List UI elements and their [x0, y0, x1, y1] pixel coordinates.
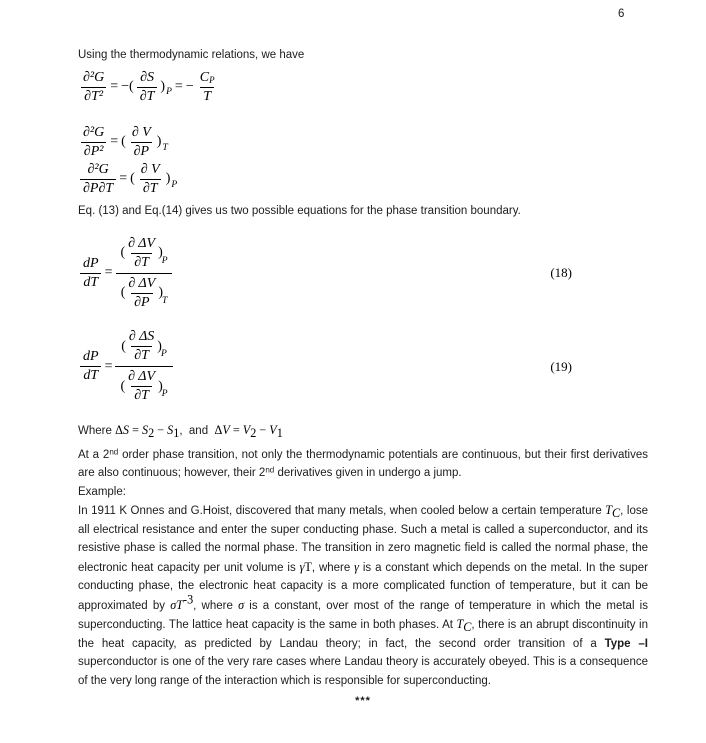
close-paren: ) — [165, 171, 171, 187]
fraction-numerator: ∂ ΔS — [128, 328, 155, 344]
fraction-denominator: ∂T — [131, 253, 152, 271]
fraction-numerator: ∂S — [140, 69, 155, 85]
equals-sign: = — [104, 265, 113, 281]
equation-body — [80, 70, 218, 105]
equation-18 — [80, 235, 648, 312]
transition-boundary-paragraph: Eq. (13) and Eq.(14) gives us two possible equations for the phase transition boundary. — [78, 205, 521, 218]
equation-mixed-derivative — [80, 162, 648, 197]
minus-open-paren: −( — [121, 79, 134, 95]
close-paren: ) — [157, 338, 162, 354]
fraction — [197, 70, 218, 105]
fraction-denominator: ∂T — [137, 87, 158, 105]
nested-fraction — [115, 235, 172, 312]
fraction-numerator: ∂²G — [87, 161, 109, 177]
subscript-P: P — [160, 349, 167, 360]
nested-fraction-numerator — [115, 235, 172, 273]
subscript-T: T — [162, 142, 168, 153]
fraction-denominator: ∂P∂T — [80, 179, 116, 197]
fraction-denominator: ∂P — [131, 293, 152, 311]
open-paren: ( — [120, 378, 126, 394]
equals-sign: = — [119, 171, 128, 187]
fraction-numerator: ∂ ΔV — [128, 369, 156, 385]
fraction-denominator: ∂T² — [81, 87, 106, 105]
fraction-numerator: ∂²G — [83, 69, 105, 85]
equation-number: (19) — [550, 358, 572, 374]
fraction-denominator: T — [200, 87, 214, 105]
open-paren: ( — [120, 285, 126, 301]
fraction-numerator: ∂²G — [83, 124, 105, 140]
nested-fraction-denominator — [116, 273, 173, 312]
equation-19 — [80, 328, 648, 405]
fraction — [129, 125, 154, 160]
open-paren: ( — [120, 245, 126, 261]
fraction-numerator: ∂ ΔV — [128, 235, 156, 251]
close-paren: ) — [158, 285, 163, 301]
equation-second-derivative-P — [80, 125, 648, 160]
open-paren: ( — [130, 171, 135, 187]
fraction-numerator: ∂ ΔV — [128, 275, 156, 291]
open-paren: ( — [121, 338, 126, 354]
equals-sign: = — [110, 134, 119, 150]
nested-fraction — [115, 328, 172, 405]
fraction-numerator: dP — [83, 349, 99, 365]
equation-body — [80, 125, 168, 160]
fraction — [125, 276, 158, 311]
fraction-numerator: dP — [83, 255, 99, 271]
equation-body — [80, 162, 177, 197]
page-number: 6 — [618, 8, 625, 20]
subscript-P: P — [161, 255, 168, 266]
subscript-T: T — [162, 295, 168, 306]
fraction-numerator: ∂ V — [140, 161, 160, 177]
end-marker: *** — [355, 695, 371, 708]
close-paren: ) — [158, 245, 163, 261]
nested-fraction-denominator — [115, 366, 172, 405]
where-definitions-line: Where $\Delta S = S_2 - S_1$, and $\Delta V = V_2 - V_1$ — [78, 423, 283, 441]
equation-body — [80, 235, 173, 312]
fraction-denominator: ∂P — [131, 142, 152, 160]
dp-dt-fraction — [80, 349, 102, 384]
nested-fraction-numerator — [116, 328, 172, 366]
fraction-denominator: dT — [80, 366, 101, 384]
superconductor-paragraph: In 1911 K Onnes and G.Hoist, discovered that many metals, when cooled below a certain temperature $T_C$, lose all electrical resistance and enter the super conducting phase. Such a metal is called a superconductor, and its resistive phase is called the normal phase. The transition in zero magnetic field is called the normal phase, the electronic heat capacity per unit volume is γT, where γ is a constant which depends on the metal. In the super conducting phase, the electronic heat capacity is a more complicated function of temperature, but it can be approximated by $\sigma T^{-3}$, where σ is a constant, over most of the range of temperature in which the metal is superconducting. The lattice heat capacity is the same in both phases. At $T_C$, there is an abrupt discontinuity in the heat capacity, as predicted by Landau theory; in fact, the second order transition of a Type –I superconductor is one of the very rare cases where Landau theory is accurately obeyed. This is a consequence of the very long range of the interaction which is responsible for superconducting. — [78, 503, 648, 687]
open-paren: ( — [121, 134, 126, 150]
fraction — [80, 125, 107, 160]
fraction-denominator: dT — [80, 273, 101, 291]
equals-sign: = — [174, 79, 183, 95]
equals-sign: = — [110, 79, 119, 95]
subscript-P: P — [209, 74, 215, 85]
fraction — [138, 162, 163, 197]
dp-dt-fraction — [80, 256, 102, 291]
page-content — [78, 46, 648, 711]
example-label: Example: — [78, 485, 126, 498]
subscript-P: P — [161, 389, 168, 400]
fraction — [80, 70, 107, 105]
fraction-denominator: ∂T — [140, 179, 161, 197]
fraction — [125, 369, 158, 404]
intro-paragraph: Using the thermodynamic relations, we have — [78, 49, 305, 61]
close-paren: ) — [160, 79, 166, 95]
fraction — [125, 236, 158, 271]
fraction-numerator: $C_P$ — [199, 69, 215, 85]
subscript-P: P — [166, 87, 172, 98]
minus-sign: − — [185, 79, 194, 95]
fraction-denominator: ∂T — [131, 346, 152, 364]
close-paren: ) — [158, 378, 163, 394]
fraction-numerator: ∂ V — [131, 124, 151, 140]
fraction — [126, 329, 157, 364]
equals-sign: = — [104, 358, 113, 374]
close-paren: ) — [156, 134, 162, 150]
equation-number: (18) — [550, 265, 572, 281]
fraction-denominator: ∂P² — [81, 142, 107, 160]
fraction — [137, 70, 158, 105]
subscript-P: P — [171, 179, 178, 190]
equation-body — [80, 328, 173, 405]
fraction-denominator: ∂T — [131, 386, 152, 404]
second-order-paragraph: At a 2nd order phase transition, not only the thermodynamic potentials are continuous, but their first derivatives are also continuous; however, their 2nd derivatives given in undergo a jump. — [78, 447, 648, 480]
equation-second-derivative-T — [80, 70, 648, 105]
fraction — [80, 162, 116, 197]
